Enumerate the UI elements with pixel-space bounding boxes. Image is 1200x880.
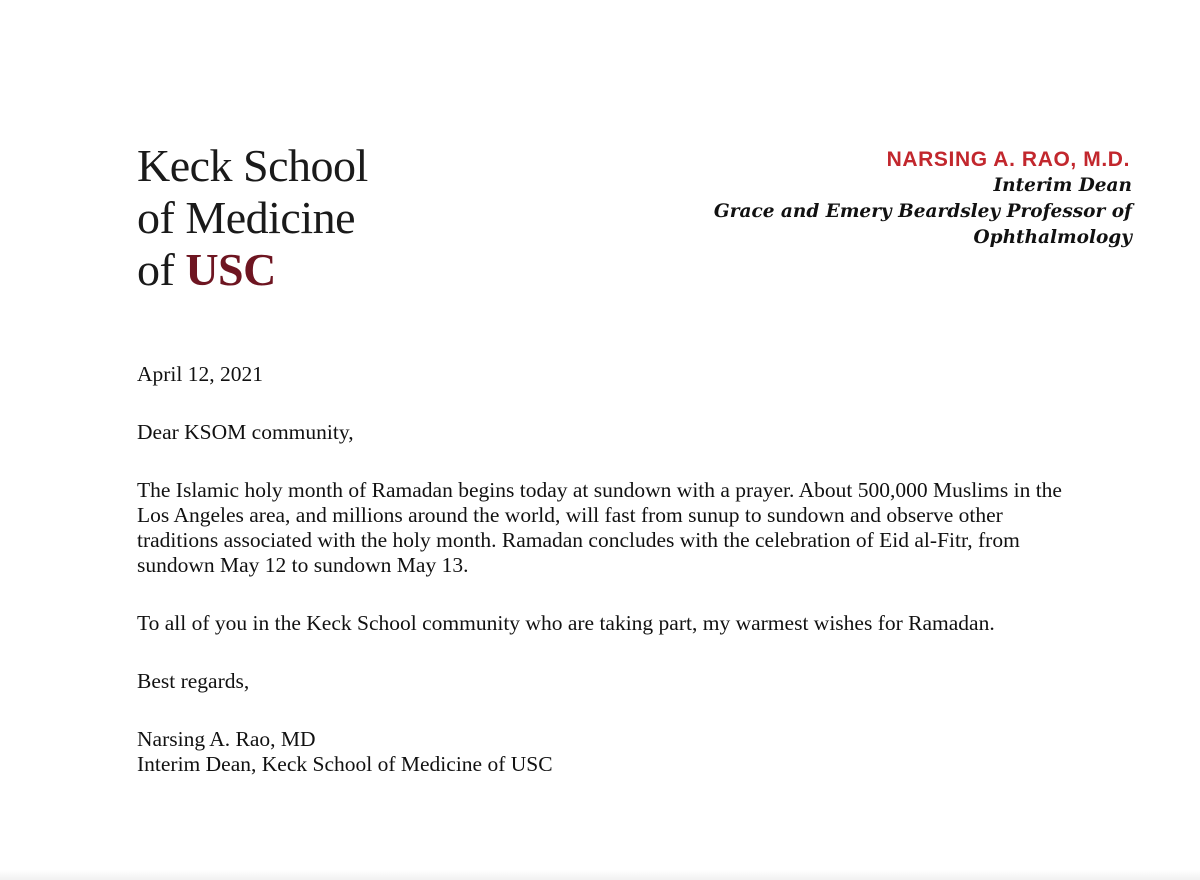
- letter-closing: Best regards,: [137, 669, 250, 693]
- letter-paragraph-1: The Islamic holy month of Ramadan begins today at sundown with a prayer. About 500,000 Muslims in the Los Angeles area, and millions around the world, will fast from sunup to sundown and observe other traditions associated with the holy month. Ramadan concludes with the celebration of Eid al-Fitr, from sundown May 12 to sundown May 13.: [137, 478, 1062, 577]
- header-title-3: Ophthalmology: [973, 227, 1132, 248]
- logo-line-3: [137, 244, 368, 296]
- keck-school-logo: [137, 140, 368, 296]
- logo-line-2: of Medicine: [137, 192, 356, 243]
- letter-paragraph-2: To all of you in the Keck School community who are taking part, my warmest wishes for Ramadan.: [137, 611, 995, 635]
- signature-title: Interim Dean, Keck School of Medicine of USC: [137, 752, 553, 776]
- header-title-1: Interim Dean: [993, 175, 1132, 196]
- page-bottom-edge: [0, 870, 1200, 880]
- logo-line-1: Keck School: [137, 140, 368, 191]
- signature-name: Narsing A. Rao, MD: [137, 727, 316, 751]
- logo-usc: USC: [185, 244, 276, 295]
- letter-salutation: Dear KSOM community,: [137, 420, 354, 444]
- letter-date: April 12, 2021: [137, 362, 264, 386]
- logo-line-3-prefix: of: [137, 244, 186, 295]
- letterhead-header: [572, 147, 1132, 251]
- letter-signature: [137, 727, 1067, 777]
- header-title-2: Grace and Emery Beardsley Professor of: [713, 201, 1132, 222]
- letter-body: [137, 362, 1067, 777]
- header-name: NARSING A. RAO, M.D.: [886, 148, 1130, 171]
